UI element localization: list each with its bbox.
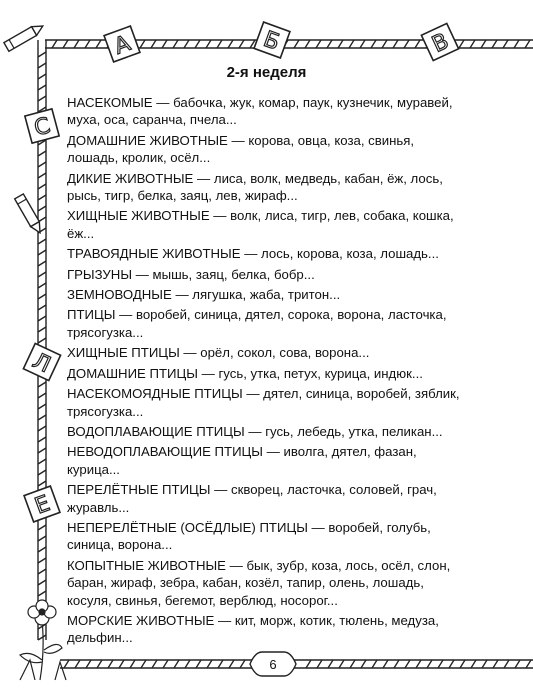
list-item: МОРСКИЕ ЖИВОТНЫЕ — кит, морж, котик, тюлень, медуза, дельфин... xyxy=(67,612,439,646)
entry-heading: ДОМАШНИЕ ЖИВОТНЫЕ xyxy=(67,132,228,148)
entry-heading: ДИКИЕ ЖИВОТНЫЕ xyxy=(67,170,194,186)
entry-items: дятел, синица, воробей, зяблик, трясогузка... xyxy=(67,386,460,419)
entry-heading: НАСЕКОМЫЕ xyxy=(67,95,153,110)
entry-items: орёл, сокол, сова, ворона... xyxy=(200,345,370,361)
entry-heading: ПЕРЕЛЁТНЫЕ ПТИЦЫ xyxy=(67,482,211,498)
entry-heading: НЕПЕРЕЛЁТНЫЕ (ОСЁДЛЫЕ) ПТИЦЫ xyxy=(67,519,308,535)
entry-heading: НАСЕКОМОЯДНЫЕ ПТИЦЫ xyxy=(67,386,243,402)
list-item: ДИКИЕ ЖИВОТНЫЕ — лиса, волк, медведь, кабан, ёж, лось, рысь, тигр, белка, заяц, лев, жираф... xyxy=(67,170,443,204)
entry-heading: МОРСКИЕ ЖИВОТНЫЕ xyxy=(67,612,215,628)
entry-heading: ЗЕМНОВОДНЫЕ xyxy=(67,287,172,303)
entry-items: мышь, заяц, белка, бобр... xyxy=(152,266,315,282)
entry-items: кит, морж, котик, тюлень, медуза, дельфин... xyxy=(67,612,439,646)
list-item: ПЕРЕЛЁТНЫЕ ПТИЦЫ — скворец, ласточка, соловей, грач, журавль... xyxy=(67,482,437,515)
letter-tile-icon xyxy=(23,343,60,380)
list-item: ВОДОПЛАВАЮЩИЕ ПТИЦЫ — гусь, лебедь, утка, пеликан... xyxy=(67,423,443,439)
letter-tile-icon xyxy=(421,23,458,60)
svg-text:Б: Б xyxy=(260,27,283,56)
list-item: ЗЕМНОВОДНЫЕ — лягушка, жаба, тритон... xyxy=(67,287,341,303)
entry-heading: ХИЩНЫЕ ПТИЦЫ xyxy=(67,345,180,361)
entry-items: гусь, лебедь, утка, пеликан... xyxy=(265,423,443,439)
list-item: ДОМАШНИЕ ЖИВОТНЫЕ — корова, овца, коза, свинья, лошадь, кролик, осёл... xyxy=(67,132,415,166)
letter-tile-icon xyxy=(104,26,140,62)
svg-text:В: В xyxy=(428,28,453,58)
entry-heading: ДОМАШНИЕ ПТИЦЫ xyxy=(67,365,198,381)
entry-items: корова, овца, коза, свинья, лошадь, кролик, осёл... xyxy=(67,132,415,166)
pencil-icon xyxy=(4,22,45,52)
entry-heading: ТРАВОЯДНЫЕ ЖИВОТНЫЕ xyxy=(67,246,241,262)
entry-items: волк, лиса, тигр, лев, собака, кошка, ёж... xyxy=(67,208,454,241)
entry-items: лиса, волк, медведь, кабан, ёж, лось, рысь, тигр, белка, заяц, лев, жираф... xyxy=(67,170,443,204)
entry-items: гусь, утка, петух, курица, индюк... xyxy=(218,365,423,381)
page-title: 2-я неделя xyxy=(226,64,307,81)
list-item: ГРЫЗУНЫ — мышь, заяц, белка, бобр... xyxy=(67,266,315,282)
entry-heading: ВОДОПЛАВАЮЩИЕ ПТИЦЫ xyxy=(67,423,245,439)
letter-tile-icon xyxy=(24,486,60,522)
list-item: НЕПЕРЕЛЁТНЫЕ (ОСЁДЛЫЕ) ПТИЦЫ — воробей, голубь, синица, ворона... xyxy=(67,519,431,553)
entry-heading: КОПЫТНЫЕ ЖИВОТНЫЕ xyxy=(67,557,226,573)
letter-tile-icon xyxy=(254,22,290,58)
entry-items: лось, корова, коза, лошадь... xyxy=(261,246,439,262)
list-item: ХИЩНЫЕ ПТИЦЫ — орёл, сокол, сова, ворона... xyxy=(67,345,370,361)
flower-icon xyxy=(20,600,66,680)
svg-text:Л: Л xyxy=(28,348,55,379)
list-item: НАСЕКОМЫЕ — бабочка, жук, комар, паук, кузнечик, муравей, муха, оса, саранча, пчела... xyxy=(67,95,453,128)
list-item: ХИЩНЫЕ ЖИВОТНЫЕ — волк, лиса, тигр, лев, собака, кошка, ёж... xyxy=(67,208,454,241)
pencil-icon xyxy=(15,194,45,235)
page-number: 6 xyxy=(269,657,277,672)
entry-items: иволга, дятел, фазан, курица... xyxy=(67,444,417,477)
entry-heading: ПТИЦЫ xyxy=(67,307,116,323)
list-item: ТРАВОЯДНЫЕ ЖИВОТНЫЕ — лось, корова, коза, лошадь... xyxy=(67,246,439,262)
entry-heading: НЕВОДОПЛАВАЮЩИЕ ПТИЦЫ xyxy=(67,444,263,460)
entry-items: воробей, синица, дятел, сорока, ворона, ласточка, трясогузка... xyxy=(67,307,447,340)
list-item: КОПЫТНЫЕ ЖИВОТНЫЕ — бык, зубр, коза, лось, осёл, слон, баран, жираф, зебра, кабан, козёл, тапир, олень, лошадь, косуля, свинья, бегемот, верблюд, носорог... xyxy=(67,557,451,608)
list-item: ПТИЦЫ — воробей, синица, дятел, сорока, ворона, ласточка, трясогузка... xyxy=(67,307,447,340)
entry-items: бабочка, жук, комар, паук, кузнечик, муравей, муха, оса, саранча, пчела... xyxy=(67,95,453,128)
word-list xyxy=(67,94,467,650)
list-item: НЕВОДОПЛАВАЮЩИЕ ПТИЦЫ — иволга, дятел, фазан, курица... xyxy=(67,444,417,477)
entry-items: бык, зубр, коза, лось, осёл, слон, баран, жираф, зебра, кабан, козёл, тапир, олень, лошадь, косуля, свинья, бегемот, верблюд, носорог... xyxy=(67,557,451,608)
svg-text:А: А xyxy=(111,31,134,60)
svg-text:С: С xyxy=(31,113,54,142)
entry-items: скворец, ласточка, соловей, грач, журавль... xyxy=(67,482,437,515)
entry-heading: ГРЫЗУНЫ xyxy=(67,266,133,282)
list-item: НАСЕКОМОЯДНЫЕ ПТИЦЫ — дятел, синица, воробей, зяблик, трясогузка... xyxy=(67,386,460,419)
entry-items: лягушка, жаба, тритон... xyxy=(192,287,341,303)
letter-tile-icon xyxy=(25,109,59,143)
entry-heading: ХИЩНЫЕ ЖИВОТНЫЕ xyxy=(67,208,210,224)
entry-items: воробей, голубь, синица, ворона... xyxy=(67,519,431,553)
svg-text:Е: Е xyxy=(31,491,54,520)
list-item: ДОМАШНИЕ ПТИЦЫ — гусь, утка, петух, курица, индюк... xyxy=(67,365,423,381)
